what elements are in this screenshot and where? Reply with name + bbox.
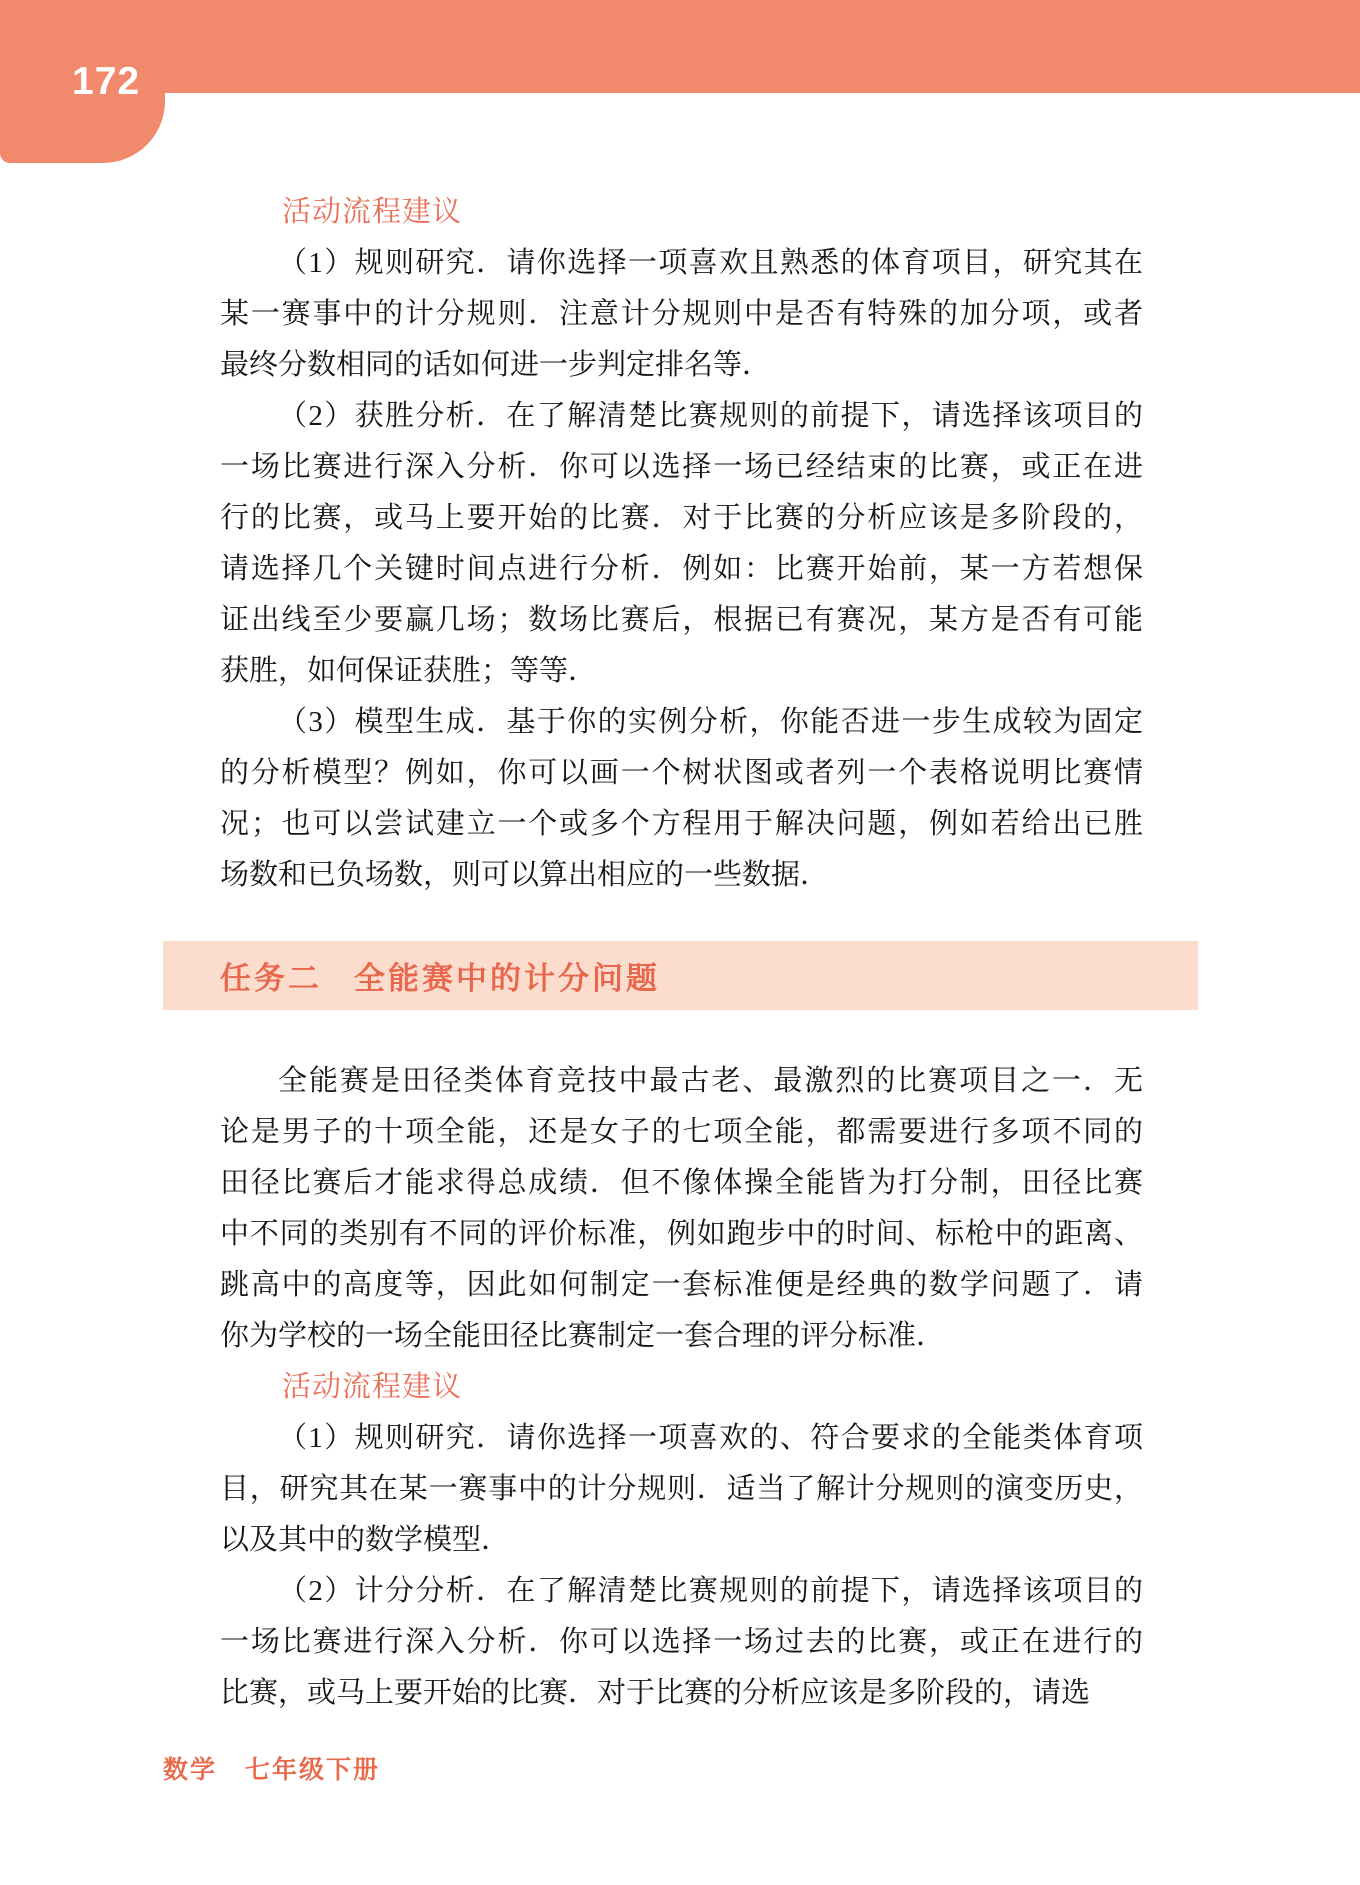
- section-two: [220, 1056, 1143, 1719]
- activity-flow-heading: 活动流程建议: [282, 196, 463, 228]
- text-line: 田径比赛后才能求得总成绩．但不像体操全能皆为打分制，田径比赛: [220, 1167, 1143, 1199]
- footer-subject: 数学: [163, 1756, 218, 1784]
- text-line: 最终分数相同的话如何进一步判定排名等．: [220, 349, 772, 381]
- page-number: 172: [72, 60, 141, 103]
- text-line: 全能赛是田径类体育竞技中最古老、最激烈的比赛项目之一．无: [278, 1065, 1143, 1097]
- header-bar: [0, 0, 1360, 93]
- text-line: （2）计分分析．在了解清楚比赛规则的前提下，请选择该项目的: [278, 1575, 1143, 1607]
- task-label: 任务二: [220, 961, 322, 996]
- text-line: 目，研究其在某一赛事中的计分规则．适当了解计分规则的演变历史，: [220, 1473, 1143, 1505]
- footer-volume: 七年级下册: [245, 1756, 381, 1784]
- paragraph-decathlon-intro: [220, 1056, 1143, 1362]
- page-number-tab: [0, 0, 165, 163]
- text-line: 请选择几个关键时间点进行分析．例如：比赛开始前，某一方若想保: [220, 553, 1143, 585]
- paragraph-rule-study: [220, 238, 1143, 391]
- paragraph-model-generation: [220, 697, 1143, 901]
- task-title: 全能赛中的计分问题: [354, 961, 660, 996]
- activity-flow-heading: 活动流程建议: [282, 1371, 463, 1403]
- book-footer: [163, 1750, 380, 1786]
- text-line: 中不同的类别有不同的评价标准，例如跑步中的时间、标枪中的距离、: [220, 1218, 1143, 1250]
- text-line: （1）规则研究．请你选择一项喜欢的、符合要求的全能类体育项: [278, 1422, 1143, 1454]
- section-one: [220, 187, 1143, 901]
- text-line: 一场比赛进行深入分析．你可以选择一场过去的比赛，或正在进行的: [220, 1626, 1143, 1658]
- text-line: 行的比赛，或马上要开始的比赛．对于比赛的分析应该是多阶段的，: [220, 502, 1143, 534]
- text-line: 场数和已负场数，则可以算出相应的一些数据．: [220, 859, 830, 891]
- paragraph-rule-study-2: [220, 1413, 1143, 1566]
- text-line: 况；也可以尝试建立一个或多个方程用于解决问题，例如若给出已胜: [220, 808, 1143, 840]
- text-line: 以及其中的数学模型．: [220, 1524, 511, 1556]
- text-line: （1）规则研究．请你选择一项喜欢且熟悉的体育项目，研究其在: [278, 247, 1143, 279]
- text-line: 比赛，或马上要开始的比赛．对于比赛的分析应该是多阶段的，请选: [220, 1677, 1091, 1709]
- text-line: 论是男子的十项全能，还是女子的七项全能，都需要进行多项不同的: [220, 1116, 1143, 1148]
- text-line: 某一赛事中的计分规则．注意计分规则中是否有特殊的加分项，或者: [220, 298, 1143, 330]
- text-line: 证出线至少要赢几场；数场比赛后，根据已有赛况，某方是否有可能: [220, 604, 1143, 636]
- paragraph-win-analysis: [220, 391, 1143, 697]
- paragraph-scoring-analysis: [220, 1566, 1143, 1719]
- text-line: 你为学校的一场全能田径比赛制定一套合理的评分标准．: [220, 1320, 946, 1352]
- text-line: 一场比赛进行深入分析．你可以选择一场已经结束的比赛，或正在进: [220, 451, 1143, 483]
- text-line: 获胜，如何保证获胜；等等．: [220, 655, 598, 687]
- text-line: （2）获胜分析．在了解清楚比赛规则的前提下，请选择该项目的: [278, 400, 1143, 432]
- task-band: [163, 941, 1198, 1010]
- text-line: 跳高中的高度等，因此如何制定一套标准便是经典的数学问题了．请: [220, 1269, 1143, 1301]
- text-line: （3）模型生成．基于你的实例分析，你能否进一步生成较为固定: [278, 706, 1143, 738]
- text-line: 的分析模型？例如，你可以画一个树状图或者列一个表格说明比赛情: [220, 757, 1143, 789]
